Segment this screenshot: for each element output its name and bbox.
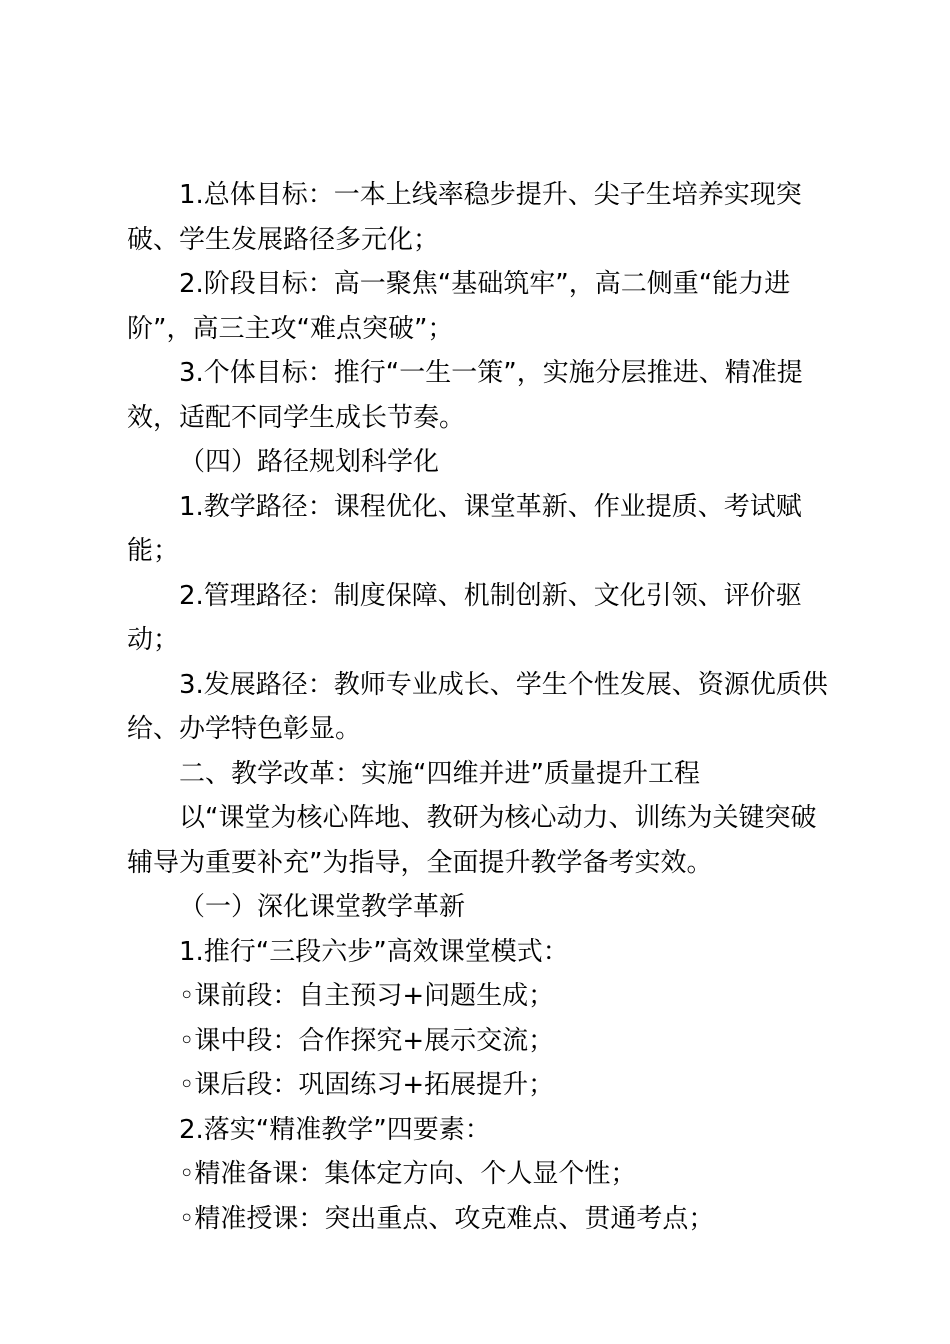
paragraph-overall-goal: 1.总体目标：一本上线率稳步提升、尖子生培养实现突破、学生发展路径多元化；: [127, 180, 802, 255]
paragraph-individual-goal: 3.个体目标：推行“一生一策”，实施分层推进、精准提效，适配不同学生成长节奏。: [127, 358, 803, 433]
paragraph-guiding-principle: 以“课堂为核心阵地、教研为核心动力、训练为关键突破辅导为重要补充”为指导，全面提升教学备考实效。: [127, 803, 817, 878]
paragraph-teaching-path: 1.教学路径：课程优化、课堂革新、作业提质、考试赋能；: [127, 491, 802, 566]
section-heading-classroom-reform: （一）深化课堂教学革新: [179, 892, 466, 922]
paragraph-stage-goal: 2.阶段目标：高一聚焦“基础筑牢”，高二侧重“能力进阶”，高三主攻“难点突破”；: [127, 269, 791, 344]
section-heading-path-planning: （四）路径规划科学化: [179, 447, 440, 477]
chapter-heading-teaching-reform: 二、教学改革：实施“四维并进”质量提升工程: [179, 758, 700, 789]
paragraph-management-path: 2.管理路径：制度保障、机制创新、文化引领、评价驱动；: [127, 580, 802, 655]
paragraph-development-path: 3.发展路径：教师专业成长、学生个性发展、资源优质供给、办学特色彰显。: [127, 669, 828, 744]
list-item-post-class: ◦课后段：巩固练习+拓展提升；: [179, 1070, 555, 1100]
list-item-precise-preparation: ◦精准备课：集体定方向、个人显个性；: [179, 1159, 637, 1189]
document-page: [127, 173, 837, 1241]
list-item-precise-instruction: ◦精准授课：突出重点、攻克难点、贯通考点；: [179, 1203, 715, 1234]
list-item-pre-class: ◦课前段：自主预习+问题生成；: [179, 981, 555, 1011]
paragraph-classroom-model: 1.推行“三段六步”高效课堂模式：: [179, 936, 569, 967]
paragraph-precise-teaching: 2.落实“精准教学”四要素：: [179, 1114, 491, 1145]
list-item-in-class: ◦课中段：合作探究+展示交流；: [179, 1025, 555, 1056]
